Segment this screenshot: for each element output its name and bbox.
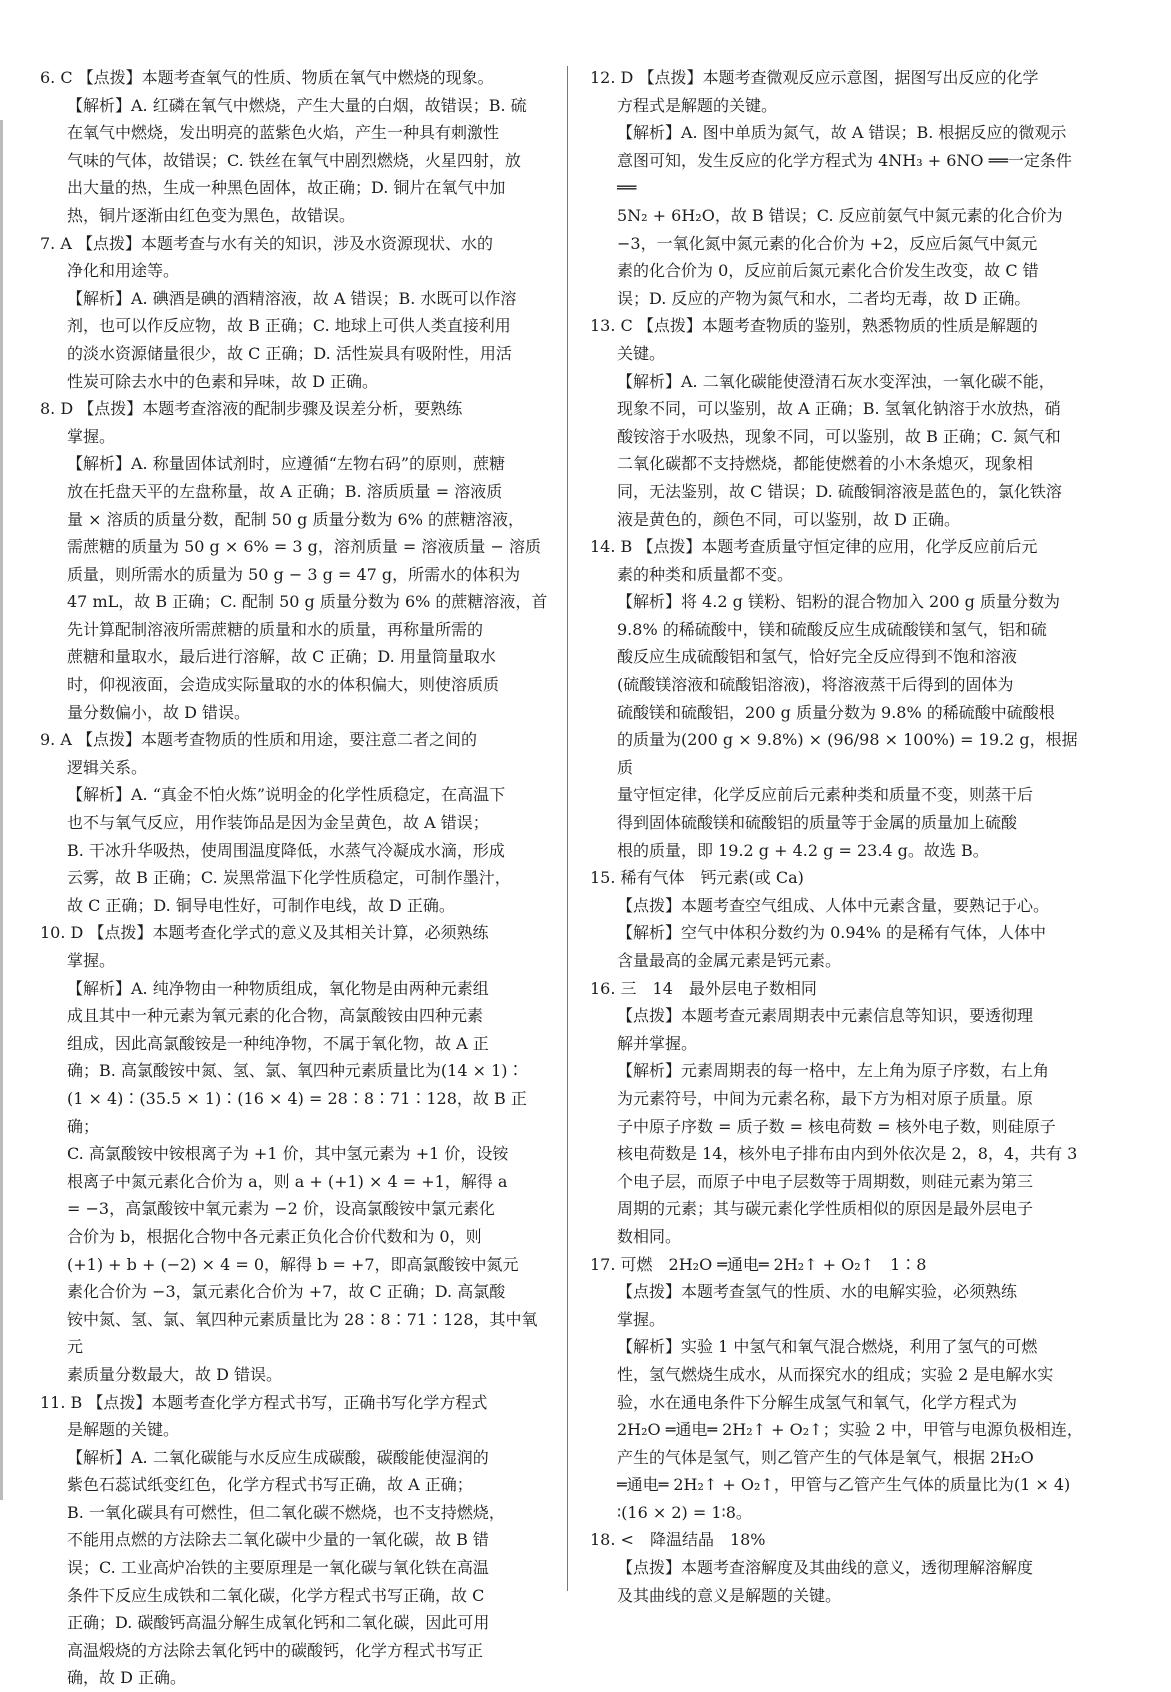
- answer-line: (+1) + b + (−2) × 4 = 0，解得 b = +7，即高氯酸铵中氮元: [40, 1251, 548, 1279]
- answer-line: 不能用点燃的方法除去二氧化碳中少量的一氧化碳，故 B 错: [40, 1526, 548, 1554]
- answer-line: 出大量的热，生成一种黑色固体，故正确；D. 铜片在氧气中加: [40, 174, 548, 202]
- answer-heading: 18. < 降温结晶 18%: [590, 1526, 1090, 1554]
- answer-line: 关键。: [590, 340, 1090, 368]
- answer-line: 二氧化碳都不支持燃烧，都能使燃着的小木条熄灭，现象相: [590, 450, 1090, 478]
- answer-line: 净化和用途等。: [40, 257, 548, 285]
- answer-line: 酸铵溶于水吸热，现象不同，可以鉴别，故 B 正确；C. 氮气和: [590, 423, 1090, 451]
- answer-line: 成且其中一种元素为氧元素的化合物，高氯酸铵由四种元素: [40, 1002, 548, 1030]
- answer-line: 高温煅烧的方法除去氧化钙中的碳酸钙，化学方程式书写正: [40, 1637, 548, 1665]
- answer-line: 需蔗糖的质量为 50 g × 6% = 3 g，溶剂质量 = 溶液质量 − 溶质: [40, 533, 548, 561]
- answer-line: 时，仰视液面，会造成实际量取的水的体积偏大，则使溶质质: [40, 671, 548, 699]
- answer-item: [40, 726, 548, 919]
- answer-line: 蔗糖和量取水，最后进行溶解，故 C 正确；D. 用量筒量取水: [40, 643, 548, 671]
- answer-line: 含量最高的金属元素是钙元素。: [590, 947, 1090, 975]
- answer-line: 【解析】A. 红磷在氧气中燃烧，产生大量的白烟，故错误；B. 硫: [40, 92, 548, 120]
- answer-line: 【解析】A. 碘酒是碘的酒精溶液，故 A 错误；B. 水既可以作溶: [40, 285, 548, 313]
- answer-line: 【点拨】本题考查溶解度及其曲线的意义，透彻理解溶解度: [590, 1554, 1090, 1582]
- answer-line: 【解析】A. 二氧化碳能与水反应生成碳酸，碳酸能使湿润的: [40, 1444, 548, 1472]
- answer-heading: 8. D 【点拨】本题考查溶液的配制步骤及误差分析，要熟练: [40, 395, 548, 423]
- answer-line: 硫酸镁和硫酸铝，200 g 质量分数为 9.8% 的稀硫酸中硫酸根: [590, 699, 1090, 727]
- right-column: [590, 64, 1090, 1609]
- answer-heading: 6. C 【点拨】本题考查氧气的性质、物质在氧气中燃烧的现象。: [40, 64, 548, 92]
- answer-line: 【解析】元素周期表的每一格中，左上角为原子序数，右上角: [590, 1057, 1090, 1085]
- answer-line: 掌握。: [40, 947, 548, 975]
- answer-line: 方程式是解题的关键。: [590, 92, 1090, 120]
- answer-item: [590, 533, 1090, 864]
- answer-item: [590, 975, 1090, 1251]
- answer-line: C. 高氯酸铵中铵根离子为 +1 价，其中氢元素为 +1 价，设铵: [40, 1140, 548, 1168]
- answer-line: 量守恒定律，化学反应前后元素种类和质量不变，则蒸干后: [590, 781, 1090, 809]
- answer-line: 性炭可除去水中的色素和异味，故 D 正确。: [40, 368, 548, 396]
- answer-line: 条件下反应生成铁和二氧化碳，化学方程式书写正确，故 C: [40, 1582, 548, 1610]
- answer-line: 确，故 D 正确。: [40, 1664, 548, 1692]
- answer-line: ∶(16 × 2) = 1∶8。: [590, 1499, 1090, 1527]
- answer-line: 【点拨】本题考查空气组成、人体中元素含量，要熟记于心。: [590, 892, 1090, 920]
- answer-line: 根的质量，即 19.2 g + 4.2 g = 23.4 g。故选 B。: [590, 837, 1090, 865]
- answer-line: 也不与氧气反应，用作装饰品是因为金呈黄色，故 A 错误；: [40, 809, 548, 837]
- left-column: [40, 64, 548, 1692]
- answer-line: 【解析】A. “真金不怕火炼”说明金的化学性质稳定，在高温下: [40, 781, 548, 809]
- answer-line: 【解析】A. 二氧化碳能使澄清石灰水变浑浊，一氧化碳不能，: [590, 368, 1090, 396]
- answer-line: 【解析】A. 图中单质为氮气，故 A 错误；B. 根据反应的微观示: [590, 119, 1090, 147]
- answer-line: 【点拨】本题考查元素周期表中元素信息等知识，要透彻理: [590, 1002, 1090, 1030]
- answer-line: 【解析】A. 纯净物由一种物质组成，氧化物是由两种元素组: [40, 975, 548, 1003]
- answer-line: 的淡水资源储量很少，故 C 正确；D. 活性炭具有吸附性，用活: [40, 340, 548, 368]
- answer-line: (硫酸镁溶液和硫酸铝溶液)，将溶液蒸干后得到的固体为: [590, 671, 1090, 699]
- answer-item: [40, 395, 548, 726]
- answer-item: [40, 1389, 548, 1692]
- answer-heading: 11. B 【点拨】本题考查化学方程式书写，正确书写化学方程式: [40, 1389, 548, 1417]
- answer-line: 掌握。: [590, 1306, 1090, 1334]
- column-divider: [567, 66, 568, 1591]
- answer-heading: 16. 三 14 最外层电子数相同: [590, 975, 1090, 1003]
- answer-line: 酸反应生成硫酸铝和氢气，恰好完全反应得到不饱和溶液: [590, 643, 1090, 671]
- answer-line: 先计算配制溶液所需蔗糖的质量和水的质量，再称量所需的: [40, 616, 548, 644]
- answer-line: 铵中氮、氢、氯、氧四种元素质量比为 28∶8∶71∶128，其中氧元: [40, 1306, 548, 1361]
- answer-heading: 14. B 【点拨】本题考查质量守恒定律的应用，化学反应前后元: [590, 533, 1090, 561]
- answer-line: 意图可知，发生反应的化学方程式为 4NH₃ + 6NO ══一定条件══: [590, 147, 1090, 202]
- answer-line: 得到固体硫酸镁和硫酸铝的质量等于金属的质量加上硫酸: [590, 809, 1090, 837]
- answer-line: 【解析】空气中体积分数约为 0.94% 的是稀有气体，人体中: [590, 919, 1090, 947]
- answer-line: 周期的元素；其与碳元素化学性质相似的原因是最外层电子: [590, 1195, 1090, 1223]
- answer-line: B. 干冰升华吸热，使周围温度降低，水蒸气冷凝成水滴，形成: [40, 837, 548, 865]
- answer-heading: 7. A 【点拨】本题考查与水有关的知识，涉及水资源现状、水的: [40, 230, 548, 258]
- answer-line: 液是黄色的，颜色不同，可以鉴别，故 D 正确。: [590, 506, 1090, 534]
- answer-line: 数相同。: [590, 1223, 1090, 1251]
- answer-heading: 15. 稀有气体 钙元素(或 Ca): [590, 864, 1090, 892]
- answer-line: 子中原子序数 = 质子数 = 核电荷数 = 核外电子数，则硅原子: [590, 1113, 1090, 1141]
- answer-item: [590, 1251, 1090, 1527]
- answer-line: 9.8% 的稀硫酸中，镁和硫酸反应生成硫酸镁和氢气，铝和硫: [590, 616, 1090, 644]
- answer-line: 热，铜片逐渐由红色变为黑色，故错误。: [40, 202, 548, 230]
- answer-line: 气味的气体，故错误；C. 铁丝在氧气中剧烈燃烧，火星四射，放: [40, 147, 548, 175]
- answer-line: 【点拨】本题考查氢气的性质、水的电解实验，必须熟练: [590, 1278, 1090, 1306]
- answer-line: 云雾，故 B 正确；C. 炭黑常温下化学性质稳定，可制作墨汁，: [40, 864, 548, 892]
- answer-heading: 10. D 【点拨】本题考查化学式的意义及其相关计算，必须熟练: [40, 919, 548, 947]
- answer-item: [40, 64, 548, 230]
- answer-line: 个电子层，而原子中电子层数等于周期数，则硅元素为第三: [590, 1168, 1090, 1196]
- answer-line: (1 × 4)∶(35.5 × 1)∶(16 × 4) = 28∶8∶71∶128，故 B 正确；: [40, 1085, 548, 1140]
- answer-line: 及其曲线的意义是解题的关键。: [590, 1582, 1090, 1610]
- answer-line: 的质量为(200 g × 9.8%) × (96/98 × 100%) = 19.2 g，根据质: [590, 726, 1090, 781]
- answer-line: 2H₂O ═通电═ 2H₂↑ + O₂↑；实验 2 中，甲管与电源负极相连，: [590, 1416, 1090, 1444]
- answer-line: 是解题的关键。: [40, 1416, 548, 1444]
- answer-line: ═通电═ 2H₂↑ + O₂↑，甲管与乙管产生气体的质量比为(1 × 4): [590, 1471, 1090, 1499]
- answer-line: 5N₂ + 6H₂O，故 B 错误；C. 反应前氨气中氮元素的化合价为: [590, 202, 1090, 230]
- answer-line: 根离子中氮元素化合价为 a，则 a + (+1) × 4 = +1，解得 a: [40, 1168, 548, 1196]
- answer-line: 47 mL，故 B 正确；C. 配制 50 g 质量分数为 6% 的蔗糖溶液，首: [40, 588, 548, 616]
- answer-heading: 13. C 【点拨】本题考查物质的鉴别，熟悉物质的性质是解题的: [590, 312, 1090, 340]
- answer-line: 剂，也可以作反应物，故 B 正确；C. 地球上可供人类直接利用: [40, 312, 548, 340]
- answer-heading: 17. 可燃 2H₂O ═通电═ 2H₂↑ + O₂↑ 1∶8: [590, 1251, 1090, 1279]
- answer-item: [40, 919, 548, 1388]
- answer-line: 正确；D. 碳酸钙高温分解生成氧化钙和二氧化碳，因此可用: [40, 1609, 548, 1637]
- answer-line: 掌握。: [40, 423, 548, 451]
- answer-line: 为元素符号，中间为元素名称，最下方为相对原子质量。原: [590, 1085, 1090, 1113]
- answer-line: 现象不同，可以鉴别，故 A 正确；B. 氢氧化钠溶于水放热，硝: [590, 395, 1090, 423]
- answer-line: 误；D. 反应的产物为氮气和水，二者均无毒，故 D 正确。: [590, 285, 1090, 313]
- answer-line: 故 C 正确；D. 铜导电性好，可制作电线，故 D 正确。: [40, 892, 548, 920]
- answer-line: 【解析】实验 1 中氢气和氧气混合燃烧，利用了氢气的可燃: [590, 1333, 1090, 1361]
- answer-line: 素质量分数最大，故 D 错误。: [40, 1361, 548, 1389]
- answer-line: 素化合价为 −3，氯元素化合价为 +7，故 C 正确；D. 高氯酸: [40, 1278, 548, 1306]
- answer-line: 同，无法鉴别，故 C 错误；D. 硫酸铜溶液是蓝色的，氯化铁溶: [590, 478, 1090, 506]
- answer-line: 量 × 溶质的质量分数，配制 50 g 质量分数为 6% 的蔗糖溶液，: [40, 506, 548, 534]
- answer-line: 误；C. 工业高炉冶铁的主要原理是一氧化碳与氧化铁在高温: [40, 1554, 548, 1582]
- answer-line: 性，氢气燃烧生成水，从而探究水的组成；实验 2 是电解水实: [590, 1361, 1090, 1389]
- answer-line: B. 一氧化碳具有可燃性，但二氧化碳不燃烧，也不支持燃烧，: [40, 1499, 548, 1527]
- answer-heading: 12. D 【点拨】本题考查微观反应示意图，据图写出反应的化学: [590, 64, 1090, 92]
- answer-line: 【解析】A. 称量固体试剂时，应遵循“左物右码”的原则，蔗糖: [40, 450, 548, 478]
- answer-line: = −3，高氯酸铵中氧元素为 −2 价，设高氯酸铵中氯元素化: [40, 1195, 548, 1223]
- answer-item: [590, 1526, 1090, 1609]
- answer-line: 确；B. 高氯酸铵中氮、氢、氯、氧四种元素质量比为(14 × 1)∶: [40, 1057, 548, 1085]
- answer-item: [590, 312, 1090, 533]
- answer-line: 紫色石蕊试纸变红色，化学方程式书写正确，故 A 正确；: [40, 1471, 548, 1499]
- answer-item: [590, 64, 1090, 312]
- answer-line: 量分数偏小，故 D 错误。: [40, 699, 548, 727]
- left-margin-mark: [0, 120, 3, 1500]
- answer-line: 在氧气中燃烧，发出明亮的蓝紫色火焰，产生一种具有刺激性: [40, 119, 548, 147]
- answer-line: 解并掌握。: [590, 1030, 1090, 1058]
- answer-line: 组成，因此高氯酸铵是一种纯净物，不属于氧化物，故 A 正: [40, 1030, 548, 1058]
- answer-line: 核电荷数是 14，核外电子排布由内到外依次是 2，8，4，共有 3: [590, 1140, 1090, 1168]
- answer-line: −3，一氧化氮中氮元素的化合价为 +2，反应后氮气中氮元: [590, 230, 1090, 258]
- answer-line: 验，水在通电条件下分解生成氢气和氧气，化学方程式为: [590, 1389, 1090, 1417]
- answer-line: 合价为 b，根据化合物中各元素正负化合价代数和为 0，则: [40, 1223, 548, 1251]
- answer-line: 逻辑关系。: [40, 754, 548, 782]
- answer-line: 【解析】将 4.2 g 镁粉、铝粉的混合物加入 200 g 质量分数为: [590, 588, 1090, 616]
- answer-line: 素的化合价为 0，反应前后氮元素化合价发生改变，故 C 错: [590, 257, 1090, 285]
- answer-line: 产生的气体是氢气，则乙管产生的气体是氧气，根据 2H₂O: [590, 1444, 1090, 1472]
- answer-line: 素的种类和质量都不变。: [590, 561, 1090, 589]
- answer-line: 放在托盘天平的左盘称量，故 A 正确；B. 溶质质量 = 溶液质: [40, 478, 548, 506]
- answer-item: [40, 230, 548, 396]
- answer-line: 质量，则所需水的质量为 50 g − 3 g = 47 g，所需水的体积为: [40, 561, 548, 589]
- answer-item: [590, 864, 1090, 974]
- answer-heading: 9. A 【点拨】本题考查物质的性质和用途，要注意二者之间的: [40, 726, 548, 754]
